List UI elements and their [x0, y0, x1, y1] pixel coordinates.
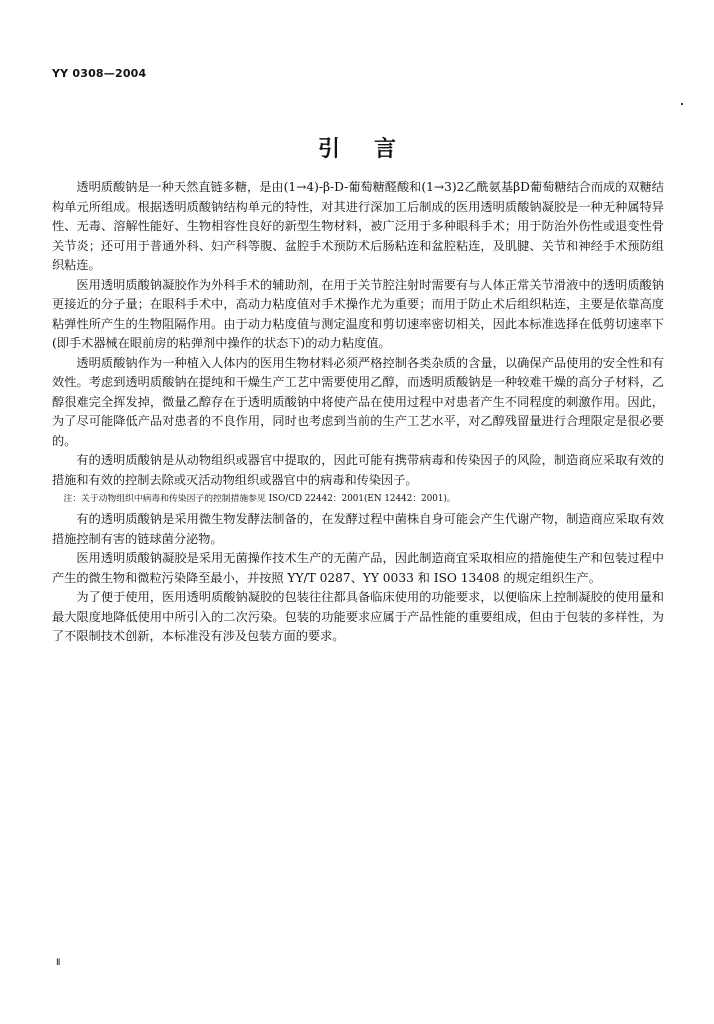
page-title: 引言 [317, 136, 430, 162]
paragraph-viscosity: 医用透明质酸钠凝胶作为外科手术的辅助剂，在用于关节腔注射时需要有与人体正常关节滑液中的透明质酸钠更接近的分子量；在眼科手术中，高动力粘度值对手术操作尤为重要；而用于防止术后组织粘连，主要是依靠高度粘弹性所产生的生物阻隔作用。由于动力粘度值与测定温度和剪切速率密切相关，因此本标准选择在低剪切速率下(即手术器械在眼前房的粘弹剂中操作的状态下)的动力粘度值。 [52, 277, 664, 350]
margin-mark [681, 103, 683, 105]
body-text [52, 178, 664, 647]
paragraph-ethanol: 透明质酸钠作为一种植入人体内的医用生物材料必须严格控制各类杂质的含量，以确保产品使用的安全性和有效性。考虑到透明质酸钠在提纯和干燥生产工艺中需要使用乙醇，而透明质酸钠是一种较难干燥的高分子材料，乙醇很难完全挥发掉，微量乙醇存在于透明质酸钠中将使产品在使用过程中对患者产生不同程度的刺激作用。因此，为了尽可能降低产品对患者的不良作用，同时也考虑到当前的生产工艺水平，对乙醇残留量进行合理限定是很必要的。 [52, 355, 664, 448]
standard-code: YY 0308—2004 [52, 67, 147, 80]
page-number: Ⅱ [56, 958, 61, 968]
paragraph-fermentation: 有的透明质酸钠是采用微生物发酵法制备的，在发酵过程中菌株自身可能会产生代谢产物，制造商应采取有效措施控制有害的链球菌分泌物。 [52, 512, 664, 546]
paragraph-structure: 透明质酸钠是一种天然直链多糖，是由(1→4)-β-D-葡萄糖醛酸和(1→3)2乙酰氨基βD葡萄糖结合而成的双糖结构单元所组成。根据透明质酸钠结构单元的特性，对其进行深加工后制成的医用透明质酸钠凝胶是一种无种属特异性、无毒、溶解性能好、生物相容性良好的新型生物材料，被广泛用于多种眼科手术；用于防治外伤性或退变性骨关节炎；还可用于普通外科、妇产科等腹、盆腔手术预防术后肠粘连和盆腔粘连，及肌腱、关节和神经手术预防组织粘连。 [52, 180, 664, 272]
paragraph-animal-source: 有的透明质酸钠是从动物组织或器官中提取的，因此可能有携带病毒和传染因子的风险，制造商应采取有效的措施和有效的控制去除或灭活动物组织或器官中的病毒和传染因子。 [52, 453, 664, 487]
paragraph-packaging: 为了便于使用，医用透明质酸钠凝胶的包装往往都具备临床使用的功能要求，以便临床上控制凝胶的使用量和最大限度地降低使用中所引入的二次污染。包装的功能要求应属于产品性能的重要组成，但由于包装的多样性，为了不限制技术创新，本标准没有涉及包装方面的要求。 [52, 590, 664, 643]
note-animal-control: 注：关于动物组织中病毒和传染因子的控制措施参见 ISO/CD 22442：2001(EN 12442：2001)。 [63, 494, 456, 504]
paragraph-aseptic: 医用透明质酸钠凝胶是采用无菌操作技术生产的无菌产品，因此制造商宜采取相应的措施使生产和包装过程中产生的微生物和微粒污染降至最小，并按照 YY/T 0287、YY 0033 和 ISO 13408 的规定组织生产。 [52, 551, 664, 585]
